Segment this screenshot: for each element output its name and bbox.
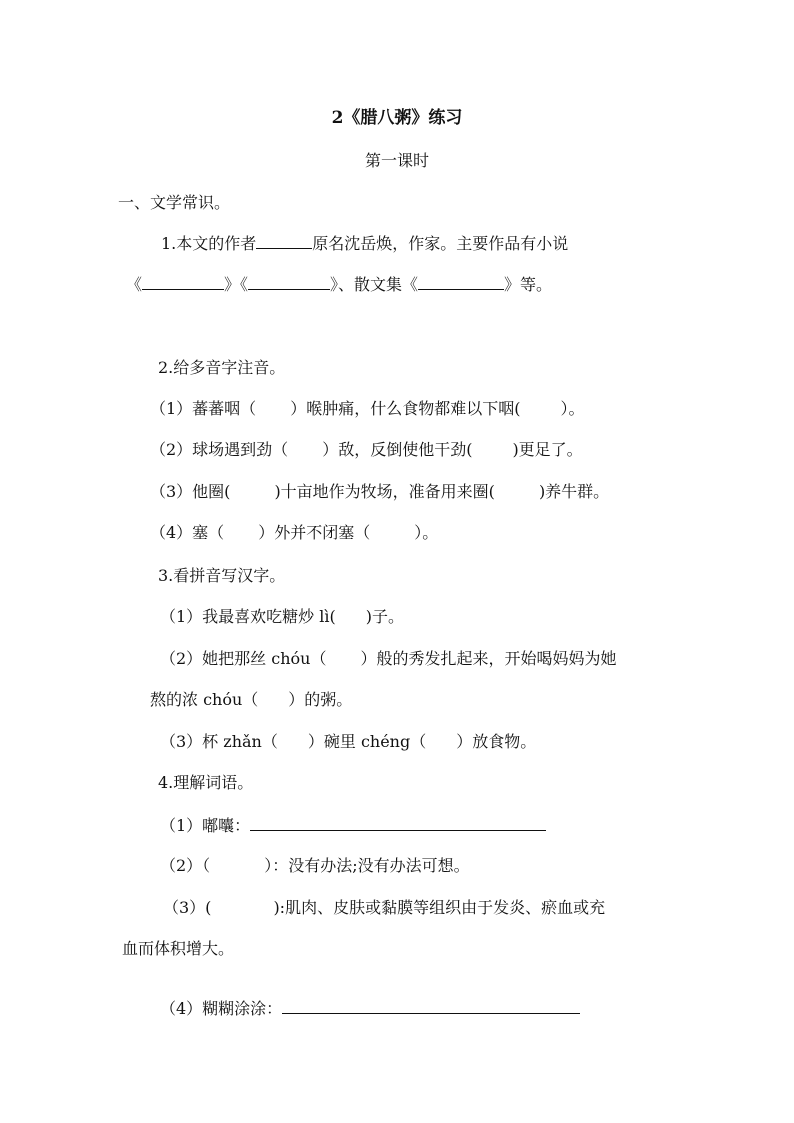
page-title: 2《腊八粥》练习: [331, 108, 463, 128]
q4-item3-b: ):肌肉、皮肤或黏膜等组织由于发炎、瘀血或充: [273, 898, 606, 917]
q2-item3-c: )养牛群。: [538, 482, 610, 501]
q2-heading: 2.给多音字注音。: [158, 358, 286, 377]
q2-item2-b: ）敌，反倒使他干劲(: [322, 440, 473, 459]
q4-item4-label: （4）糊糊涂涂：: [160, 999, 283, 1018]
q1-line2: [126, 273, 552, 296]
q2-item1-c: ）。: [560, 399, 585, 418]
q3-item3: [160, 731, 536, 753]
q2-item4-b: ）外并不闭塞（: [258, 523, 371, 542]
q4-item3-a: （3）(: [163, 898, 212, 917]
q2-item2: [150, 439, 583, 461]
q2-item1: [150, 398, 584, 420]
q3-item1-b: )子。: [365, 607, 404, 626]
q4-heading: 4.理解词语。: [158, 773, 254, 792]
q4-item3: [163, 897, 605, 919]
q3-item1: [160, 606, 404, 628]
q2-item4-a: （4）塞（: [150, 523, 225, 542]
page-subtitle: 第一课时: [364, 151, 429, 170]
q2-item3-a: （3）他圈(: [150, 482, 231, 501]
q1-novel2-blank[interactable]: [248, 273, 330, 290]
q4-item2: [160, 855, 470, 877]
q3-item3-b: ）碗里 chéng（: [307, 732, 427, 751]
q4-item1-label: （1）嘟囔：: [160, 816, 251, 835]
q3-item2: [160, 648, 617, 670]
q3-item1-a: （1）我最喜欢吃糖炒 lì(: [160, 607, 336, 626]
q3-item3-a: （3）杯 zhǎn（: [160, 732, 278, 751]
q2-item1-a: （1）蕃蕃咽（: [150, 399, 257, 418]
section1-heading: 一、文学常识。: [118, 193, 231, 212]
q2-item2-c: )更足了。: [512, 440, 583, 459]
q1-line2-text-b: 》《: [224, 275, 249, 294]
q1-text-a: 1.本文的作者: [161, 234, 257, 253]
q1-essay-blank[interactable]: [418, 273, 504, 290]
q2-item3-b: )十亩地作为牧场，准备用来圈(: [274, 482, 495, 501]
q2-item2-a: （2）球场遇到劲（: [150, 440, 289, 459]
q4-item2-a: （2）（: [160, 856, 211, 875]
q4-item4-blank[interactable]: [282, 997, 580, 1014]
q1-text-b: 原名沈岳焕，作家。主要作品有小说: [312, 234, 569, 253]
q4-item1: [160, 814, 546, 837]
q3-item2-b: ）般的秀发扎起来，开始喝妈妈为她: [360, 649, 617, 668]
q1-line2-text-a: 《: [126, 275, 143, 294]
q1-line2-text-c: 》、散文集《: [330, 275, 419, 294]
q3-item2-cont: [150, 689, 352, 711]
q1-author-blank[interactable]: [256, 232, 312, 249]
q2-item3: [150, 481, 609, 503]
q2-item4: [150, 522, 438, 544]
q4-item2-b: ）：没有办法;没有办法可想。: [264, 856, 470, 875]
q1-line1: [161, 232, 568, 255]
q3-heading: 3.看拼音写汉字。: [158, 566, 286, 585]
q1-line2-text-d: 》等。: [504, 275, 553, 294]
q3-item2-d: ）的粥。: [288, 690, 353, 709]
q3-item2-a: （2）她把那丝 chóu（: [160, 649, 327, 668]
q4-item3-cont: 血而体积增大。: [122, 939, 235, 958]
q3-item2-c: 熬的浓 chóu（: [150, 690, 259, 709]
q3-item3-c: ）放食物。: [456, 732, 537, 751]
q2-item4-c: ）。: [414, 523, 439, 542]
q4-item1-blank[interactable]: [250, 814, 546, 831]
q4-item4: [160, 997, 580, 1020]
q2-item1-b: ）喉肿痛，什么食物都难以下咽(: [290, 399, 521, 418]
q1-novel1-blank[interactable]: [142, 273, 224, 290]
